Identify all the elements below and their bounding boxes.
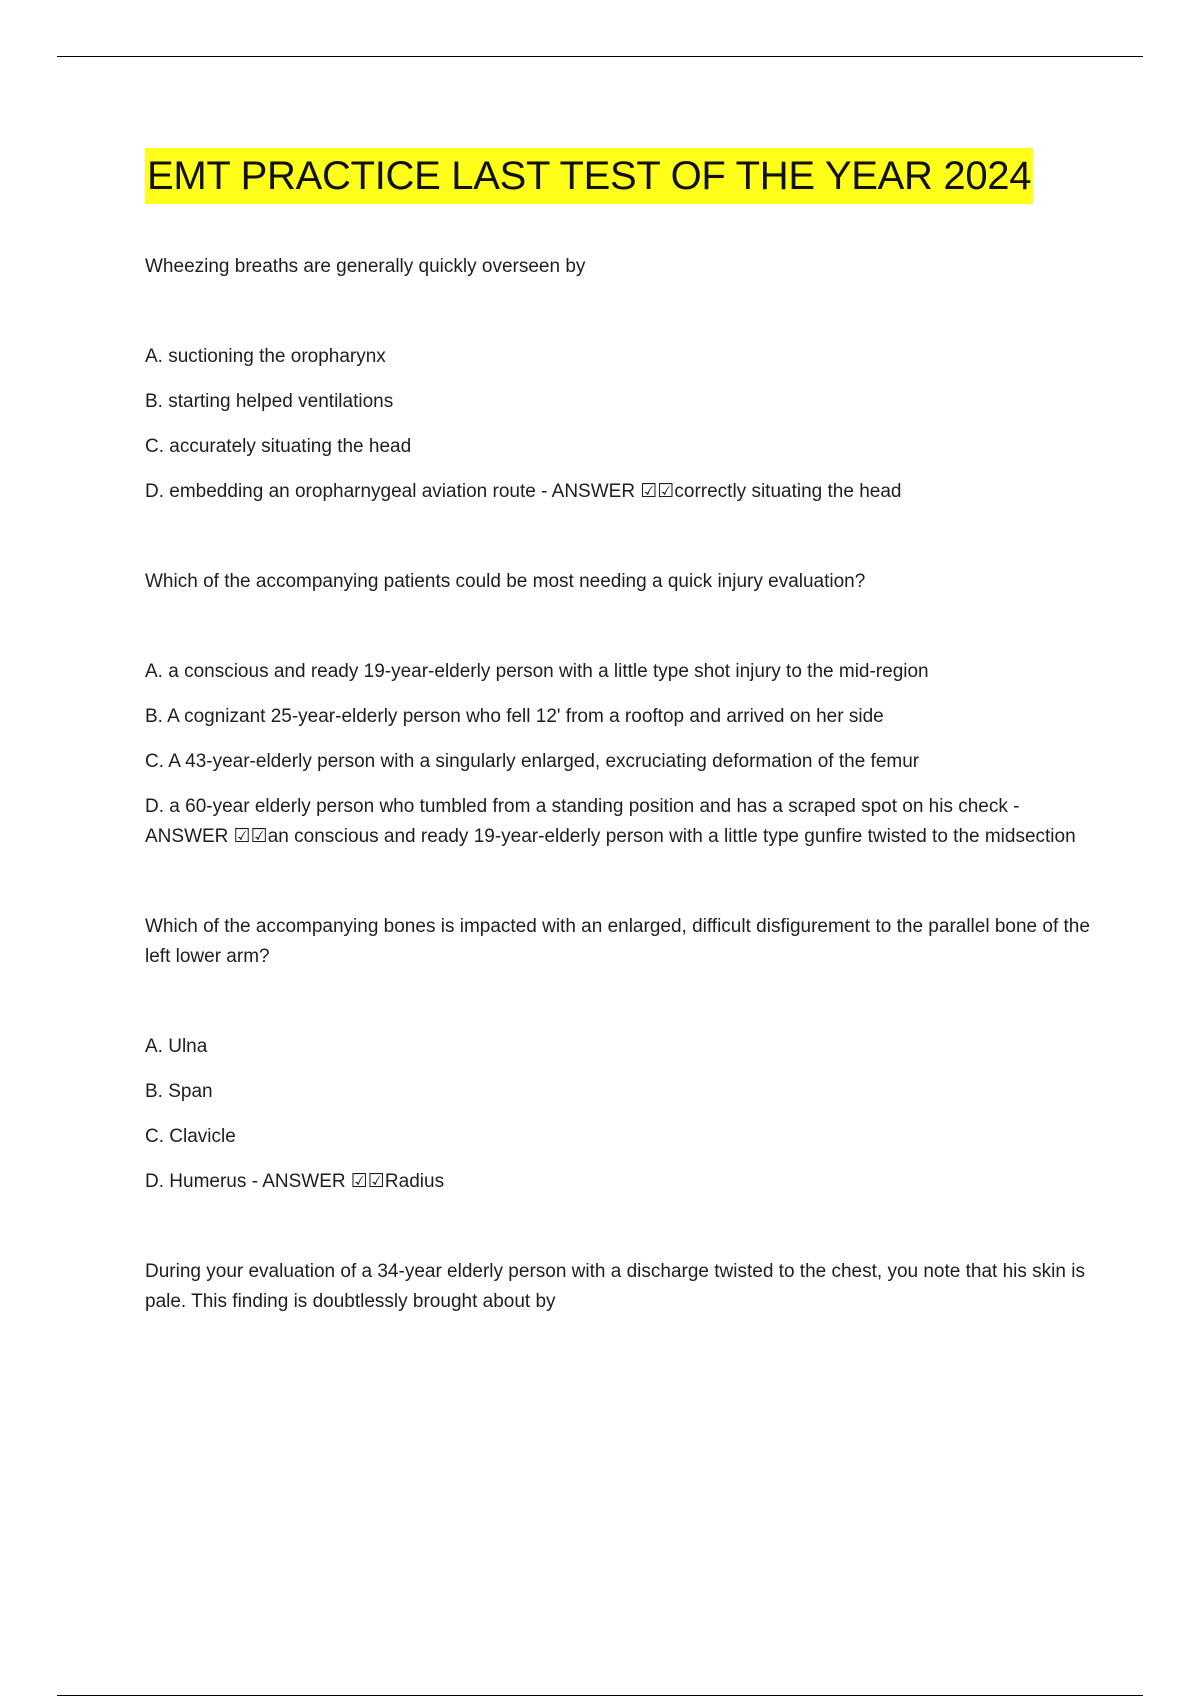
bottom-rule: [57, 1695, 1143, 1696]
answer-options: [145, 342, 1090, 507]
question-2: [145, 567, 1090, 852]
question-text: Wheezing breaths are generally quickly overseen by: [145, 256, 586, 277]
question-3: [145, 912, 1090, 1197]
option-d: D. Humerus - ANSWER ☑☑Radius: [145, 1171, 445, 1192]
question-1: [145, 252, 1090, 507]
option-c: C. A 43-year-elderly person with a singularly enlarged, excruciating deformation of the femur: [145, 751, 920, 772]
option-a: A. a conscious and ready 19-year-elderly person with a little type shot injury to the mid-region: [145, 661, 929, 682]
option-b: B. Span: [145, 1081, 213, 1102]
option-b: B. A cognizant 25-year-elderly person who fell 12' from a rooftop and arrived on her side: [145, 706, 884, 727]
question-text: Which of the accompanying bones is impacted with an enlarged, difficult disfigurement to the parallel bone of the left lower arm?: [145, 916, 1090, 967]
answer-options: [145, 657, 1090, 852]
question-text: During your evaluation of a 34-year elderly person with a discharge twisted to the chest, you note that his skin is pale. This finding is doubtlessly brought about by: [145, 1261, 1085, 1312]
option-a: A. suctioning the oropharynx: [145, 346, 386, 367]
question-4: [145, 1257, 1090, 1317]
option-b: B. starting helped ventilations: [145, 391, 394, 412]
top-rule: [57, 56, 1143, 57]
answer-options: [145, 1032, 1090, 1197]
option-c: C. accurately situating the head: [145, 436, 412, 457]
option-c: C. Clavicle: [145, 1126, 236, 1147]
option-d: D. embedding an oropharnygeal aviation route - ANSWER ☑☑correctly situating the head: [145, 481, 902, 502]
document-title: EMT PRACTICE LAST TEST OF THE YEAR 2024: [145, 148, 1033, 204]
document-body: [145, 148, 1090, 1317]
question-text: Which of the accompanying patients could be most needing a quick injury evaluation?: [145, 571, 866, 592]
option-a: A. Ulna: [145, 1036, 208, 1057]
option-d: D. a 60-year elderly person who tumbled from a standing position and has a scraped spot on his check - ANSWER ☑☑an conscious and ready 19-year-elderly person with a little type gunfire twisted to the midsection: [145, 796, 1076, 847]
